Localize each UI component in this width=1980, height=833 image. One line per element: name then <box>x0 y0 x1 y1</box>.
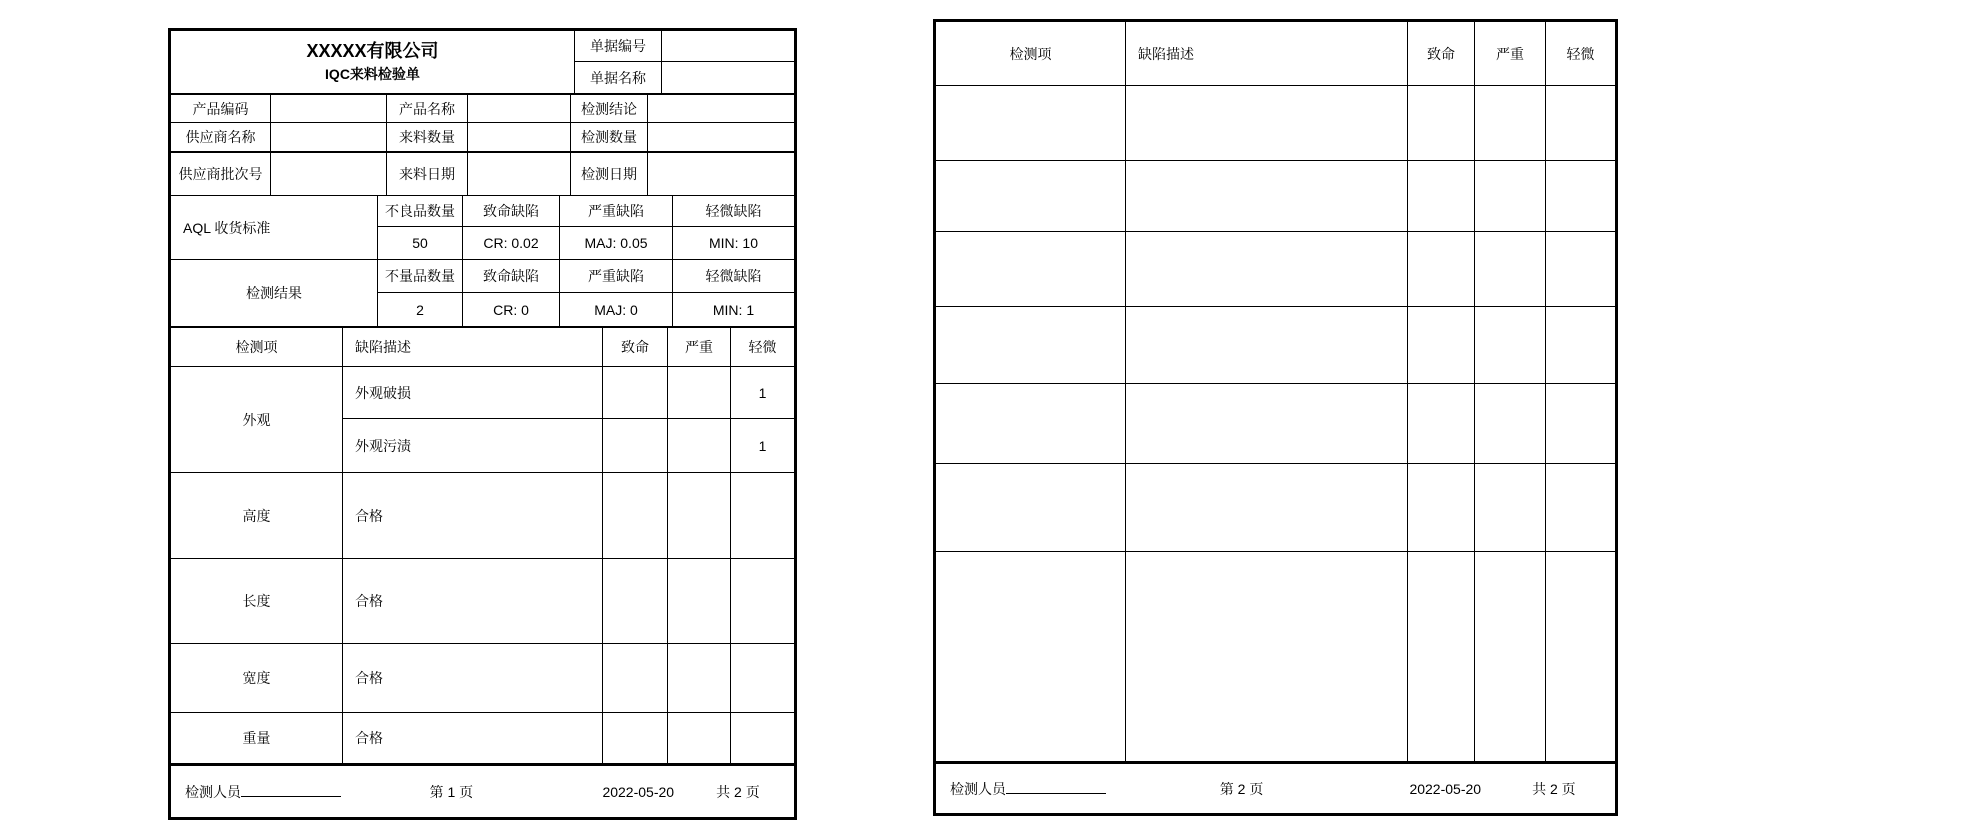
detail-major <box>1475 86 1546 160</box>
detail-major <box>668 419 731 472</box>
result-minor-header: 轻微缺陷 <box>673 260 794 293</box>
defective-qty-header: 不良品数量 <box>378 196 463 227</box>
detail-critical <box>603 419 668 472</box>
detail-desc: 合格 <box>343 473 603 558</box>
aql-standard-label: AQL 收货标准 <box>171 196 378 259</box>
supplier-batch-value <box>271 153 387 195</box>
detail-minor <box>1546 464 1615 551</box>
supplier-name-value <box>271 123 387 151</box>
page-number: 第 1 页 <box>429 783 474 800</box>
col-critical-header: 致命 <box>603 328 668 366</box>
detail-critical <box>1408 552 1475 761</box>
product-code-label: 产品编码 <box>171 95 271 123</box>
total-pages: 共 2 页 <box>716 783 760 800</box>
result-critical-value: CR: 0 <box>463 293 560 326</box>
detail-major <box>1475 552 1546 761</box>
detail-major <box>668 367 731 419</box>
signature-line <box>1006 781 1106 794</box>
detail-major <box>668 644 731 712</box>
detail-item <box>936 86 1126 160</box>
major-defect-value: MAJ: 0.05 <box>560 227 673 259</box>
inspect-qty-label: 检测数量 <box>571 123 648 151</box>
detail-row <box>171 713 794 763</box>
defective-qty-value: 50 <box>378 227 463 259</box>
minor-defect-header: 轻微缺陷 <box>673 196 794 227</box>
col-minor-header: 轻微 <box>748 339 777 355</box>
detail-major <box>1475 232 1546 306</box>
detail-minor <box>1546 232 1615 306</box>
empty-row <box>936 161 1615 232</box>
company-name: XXXXX有限公司 <box>306 41 439 62</box>
footer-date: 2022-05-20 <box>1409 780 1482 797</box>
detail-critical <box>1408 161 1475 231</box>
empty-row <box>936 464 1615 552</box>
col-minor-header: 轻微 <box>1566 45 1595 62</box>
result-defective-qty-header: 不量品数量 <box>378 260 463 293</box>
inspect-conclusion-value <box>648 95 794 123</box>
detail-item <box>936 161 1126 231</box>
result-minor-value: MIN: 1 <box>712 301 755 318</box>
detail-item <box>936 384 1126 463</box>
detail-desc <box>1126 161 1408 231</box>
detail-item <box>936 232 1126 306</box>
p1-footer <box>171 763 794 817</box>
total-pages: 共 2 页 <box>1532 780 1576 797</box>
detail-critical <box>1408 464 1475 551</box>
detail-desc <box>1126 384 1408 463</box>
detail-minor <box>1546 161 1615 231</box>
detail-major <box>1475 384 1546 463</box>
detail-item: 高度 <box>171 473 343 558</box>
detail-major <box>1475 161 1546 231</box>
col-item-header: 检测项 <box>936 22 1126 85</box>
form-title-block <box>171 31 575 93</box>
p2-detail-header <box>936 22 1615 86</box>
detail-minor <box>731 559 794 643</box>
detail-major <box>668 473 731 558</box>
detail-desc: 合格 <box>343 713 603 763</box>
major-defect-header: 严重缺陷 <box>560 196 673 227</box>
col-major-header: 严重 <box>668 328 731 366</box>
detail-critical <box>1408 86 1475 160</box>
doc-no-value <box>662 31 794 62</box>
detail-desc <box>1126 464 1408 551</box>
inspector-signature <box>185 782 341 802</box>
inspect-date-label: 检测日期 <box>571 153 648 195</box>
detail-desc <box>1126 307 1408 383</box>
empty-row <box>936 86 1615 161</box>
detail-item <box>936 552 1126 761</box>
p1-batch-band <box>171 153 794 196</box>
detail-minor: 1 <box>758 437 767 454</box>
detail-item: 重量 <box>171 713 343 763</box>
product-name-label: 产品名称 <box>387 95 468 123</box>
col-major-header: 严重 <box>1475 22 1546 85</box>
p1-aql-band <box>171 196 794 260</box>
inspect-date-value <box>648 153 794 195</box>
detail-critical <box>1408 307 1475 383</box>
p2-footer <box>936 761 1615 813</box>
detail-minor <box>1546 552 1615 761</box>
critical-defect-header: 致命缺陷 <box>463 196 560 227</box>
result-critical-header: 致命缺陷 <box>463 260 560 293</box>
footer-date: 2022-05-20 <box>602 783 675 800</box>
minor-defect-value: MIN: 10 <box>708 235 758 251</box>
result-label: 检测结果 <box>171 260 378 326</box>
empty-row <box>936 232 1615 307</box>
detail-row <box>171 559 794 644</box>
detail-item: 宽度 <box>171 644 343 712</box>
p1-result-band <box>171 260 794 328</box>
col-desc-header: 缺陷描述 <box>1126 22 1408 85</box>
detail-desc <box>1126 232 1408 306</box>
detail-row <box>171 644 794 713</box>
detail-minor <box>731 644 794 712</box>
detail-major <box>1475 307 1546 383</box>
product-code-value <box>271 95 387 123</box>
detail-minor: 1 <box>731 367 794 419</box>
doc-name-label: 单据名称 <box>575 62 662 93</box>
detail-minor <box>731 473 794 558</box>
detail-major <box>668 713 731 763</box>
page-number: 第 2 页 <box>1219 780 1264 797</box>
supplier-name-label: 供应商名称 <box>171 123 271 151</box>
detail-critical <box>603 367 668 419</box>
empty-row <box>936 384 1615 464</box>
page-2 <box>933 19 1618 816</box>
doc-name-value <box>662 62 794 93</box>
p1-appearance-group <box>171 367 794 473</box>
p1-header-band <box>171 31 794 95</box>
supplier-batch-label: 供应商批次号 <box>171 153 271 195</box>
detail-critical <box>603 713 668 763</box>
detail-critical <box>603 644 668 712</box>
doc-no-label: 单据编号 <box>575 31 662 62</box>
detail-minor <box>1546 384 1615 463</box>
detail-desc <box>1126 552 1408 761</box>
detail-minor <box>1546 86 1615 160</box>
page-1 <box>168 28 797 820</box>
detail-desc: 外观污渍 <box>343 419 603 472</box>
detail-item <box>936 307 1126 383</box>
result-major-value: MAJ: 0 <box>560 293 673 326</box>
inspect-qty-value <box>648 123 794 151</box>
inspector-label: 检测人员 <box>950 780 1006 797</box>
signature-line <box>241 784 341 797</box>
p1-info-band <box>171 95 794 153</box>
empty-row <box>936 307 1615 384</box>
incoming-date-label: 来料日期 <box>387 153 468 195</box>
detail-desc <box>1126 86 1408 160</box>
p1-detail-header <box>171 328 794 367</box>
form-title: IQC来料检验单 <box>325 65 420 82</box>
col-desc-header: 缺陷描述 <box>343 328 603 366</box>
incoming-date-value <box>468 153 571 195</box>
col-critical-header: 致命 <box>1408 22 1475 85</box>
detail-desc: 合格 <box>343 559 603 643</box>
col-item-header: 检测项 <box>171 328 343 366</box>
detail-critical <box>603 559 668 643</box>
detail-minor <box>1546 307 1615 383</box>
detail-major <box>668 559 731 643</box>
result-major-header: 严重缺陷 <box>560 260 673 293</box>
product-name-value <box>468 95 571 123</box>
detail-item: 长度 <box>171 559 343 643</box>
inspector-label: 检测人员 <box>185 783 241 800</box>
detail-critical <box>1408 384 1475 463</box>
detail-desc: 外观破损 <box>343 367 603 419</box>
incoming-qty-label: 来料数量 <box>387 123 468 151</box>
inspect-conclusion-label: 检测结论 <box>571 95 648 123</box>
detail-critical <box>603 473 668 558</box>
detail-major <box>1475 464 1546 551</box>
critical-defect-value: CR: 0.02 <box>463 227 560 259</box>
detail-item <box>936 464 1126 551</box>
detail-critical <box>1408 232 1475 306</box>
detail-minor <box>731 713 794 763</box>
empty-row <box>936 552 1615 761</box>
inspector-signature <box>950 779 1106 799</box>
detail-row <box>171 473 794 559</box>
detail-item: 外观 <box>171 367 343 472</box>
detail-desc: 合格 <box>343 644 603 712</box>
incoming-qty-value <box>468 123 571 151</box>
result-defective-qty-value: 2 <box>378 293 463 326</box>
